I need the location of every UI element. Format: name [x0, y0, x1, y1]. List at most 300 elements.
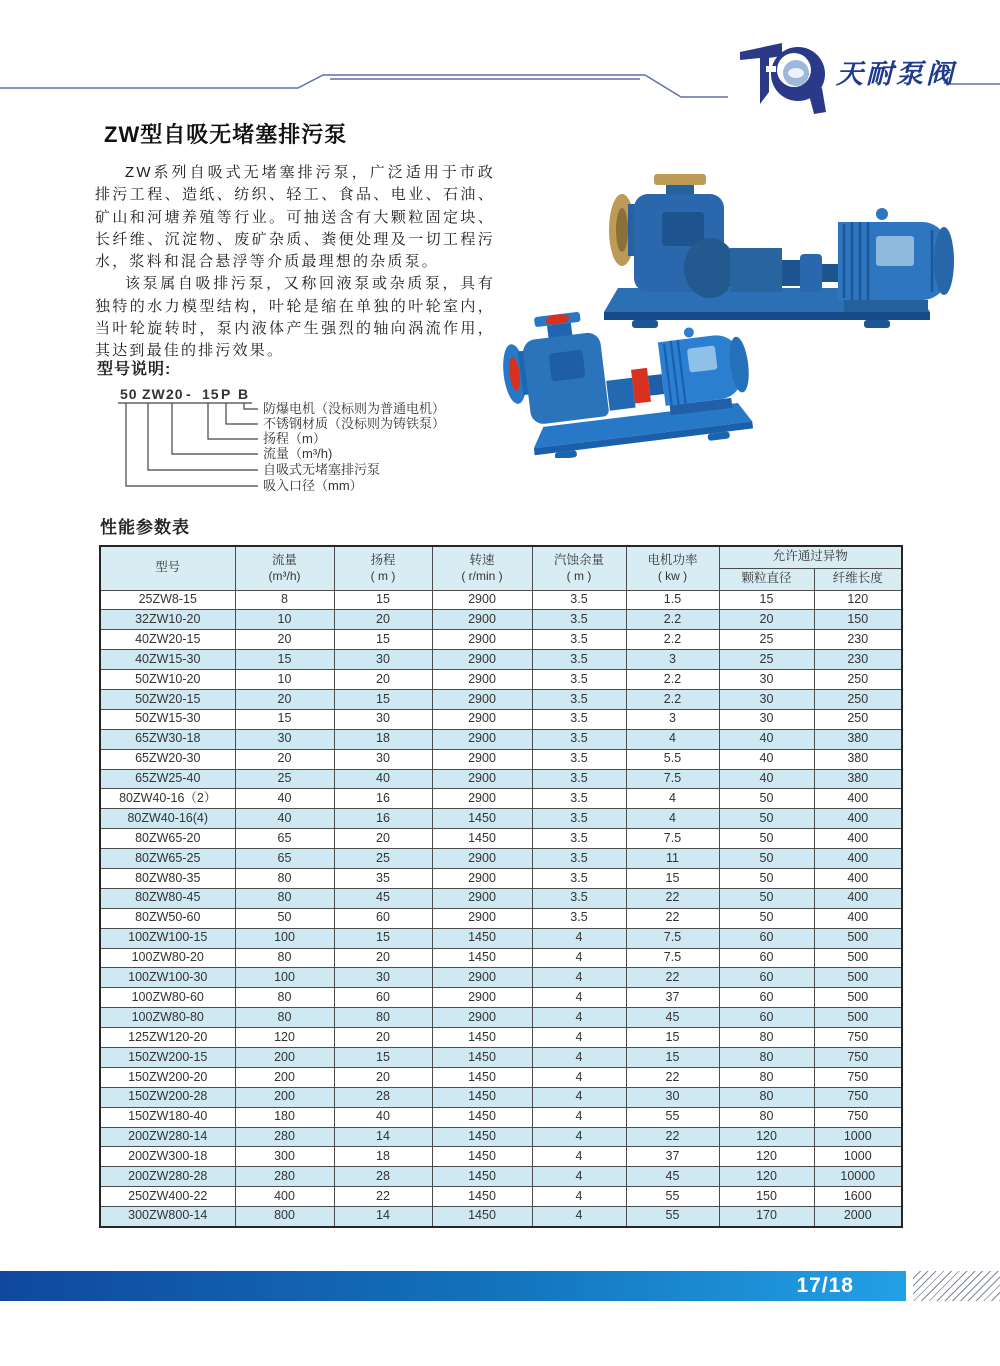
- value-cell: 3.5: [532, 729, 626, 749]
- value-cell: 4: [532, 1028, 626, 1048]
- value-cell: 30: [334, 650, 432, 670]
- model-cell: 200ZW280-14: [100, 1127, 235, 1147]
- value-cell: 1.5: [626, 590, 719, 610]
- value-cell: 5.5: [626, 749, 719, 769]
- col-header-fiber: 纤维长度: [814, 568, 902, 590]
- legend-label-suction: 吸入口径（mm）: [263, 478, 363, 493]
- value-cell: 200: [235, 1047, 334, 1067]
- value-cell: 45: [334, 888, 432, 908]
- col-label: 流量: [271, 552, 297, 567]
- value-cell: 30: [235, 729, 334, 749]
- value-cell: 80: [719, 1087, 814, 1107]
- value-cell: 15: [334, 630, 432, 650]
- value-cell: 4: [532, 1207, 626, 1227]
- value-cell: 1600: [814, 1187, 902, 1207]
- table-row: [100, 630, 902, 650]
- model-cell: 80ZW80-35: [100, 868, 235, 888]
- table-row: [100, 888, 902, 908]
- model-cell: 32ZW10-20: [100, 610, 235, 630]
- value-cell: 3.5: [532, 769, 626, 789]
- value-cell: 40: [719, 769, 814, 789]
- table-row: [100, 689, 902, 709]
- col-unit: ( r/min ): [461, 568, 503, 583]
- value-cell: 37: [626, 1147, 719, 1167]
- value-cell: 65: [235, 829, 334, 849]
- value-cell: 1450: [432, 1207, 532, 1227]
- value-cell: 14: [334, 1127, 432, 1147]
- code-motor: B: [238, 386, 250, 402]
- value-cell: 400: [814, 789, 902, 809]
- table-row: [100, 1008, 902, 1028]
- value-cell: 35: [334, 868, 432, 888]
- value-cell: 55: [626, 1107, 719, 1127]
- value-cell: 45: [626, 1008, 719, 1028]
- value-cell: 120: [235, 1028, 334, 1048]
- model-cell: 200ZW280-28: [100, 1167, 235, 1187]
- value-cell: 100: [235, 968, 334, 988]
- value-cell: 30: [719, 670, 814, 690]
- value-cell: 4: [532, 988, 626, 1008]
- value-cell: 1450: [432, 1147, 532, 1167]
- value-cell: 1450: [432, 1047, 532, 1067]
- model-cell: 150ZW200-20: [100, 1067, 235, 1087]
- value-cell: 2900: [432, 968, 532, 988]
- value-cell: 10: [235, 670, 334, 690]
- value-cell: 400: [814, 908, 902, 928]
- value-cell: 4: [532, 1127, 626, 1147]
- value-cell: 15: [626, 1047, 719, 1067]
- value-cell: 2900: [432, 630, 532, 650]
- col-label: 汽蚀余量: [553, 552, 604, 567]
- value-cell: 2.2: [626, 610, 719, 630]
- table-row: [100, 1107, 902, 1127]
- value-cell: 2900: [432, 908, 532, 928]
- table-row: [100, 749, 902, 769]
- value-cell: 15: [334, 1047, 432, 1067]
- value-cell: 400: [814, 888, 902, 908]
- table-row: [100, 729, 902, 749]
- model-cell: 80ZW80-45: [100, 888, 235, 908]
- value-cell: 20: [235, 749, 334, 769]
- table-row: [100, 670, 902, 690]
- value-cell: 40: [719, 729, 814, 749]
- model-cell: 100ZW80-60: [100, 988, 235, 1008]
- value-cell: 3.5: [532, 789, 626, 809]
- value-cell: 1450: [432, 1067, 532, 1087]
- table-row: [100, 948, 902, 968]
- col-unit: ( kw ): [657, 568, 688, 583]
- value-cell: 7.5: [626, 829, 719, 849]
- value-cell: 60: [719, 968, 814, 988]
- table-row: [100, 968, 902, 988]
- value-cell: 55: [626, 1187, 719, 1207]
- value-cell: 100: [235, 928, 334, 948]
- value-cell: 1000: [814, 1147, 902, 1167]
- value-cell: 750: [814, 1087, 902, 1107]
- value-cell: 1450: [432, 1107, 532, 1127]
- value-cell: 10: [235, 610, 334, 630]
- value-cell: 2.2: [626, 630, 719, 650]
- model-cell: 80ZW40-16(4): [100, 809, 235, 829]
- value-cell: 22: [626, 1067, 719, 1087]
- value-cell: 400: [814, 868, 902, 888]
- model-cell: 100ZW80-80: [100, 1008, 235, 1028]
- spec-table-heading: 性能参数表: [100, 518, 190, 537]
- value-cell: 4: [532, 1187, 626, 1207]
- value-cell: 40: [334, 1107, 432, 1127]
- value-cell: 50: [719, 888, 814, 908]
- value-cell: 250: [814, 689, 902, 709]
- legend-label-series: 自吸式无堵塞排污泵: [263, 462, 381, 477]
- value-cell: 750: [814, 1047, 902, 1067]
- value-cell: 60: [719, 988, 814, 1008]
- col-header-npsh: [532, 546, 626, 590]
- value-cell: 60: [719, 1008, 814, 1028]
- value-cell: 1450: [432, 928, 532, 948]
- value-cell: 18: [334, 1147, 432, 1167]
- value-cell: 380: [814, 729, 902, 749]
- value-cell: 40: [719, 749, 814, 769]
- value-cell: 28: [334, 1167, 432, 1187]
- model-cell: 50ZW15-30: [100, 709, 235, 729]
- value-cell: 28: [334, 1087, 432, 1107]
- brand-logo-icon: [738, 36, 838, 118]
- value-cell: 80: [334, 1008, 432, 1028]
- table-row: [100, 908, 902, 928]
- value-cell: 500: [814, 988, 902, 1008]
- value-cell: 4: [532, 928, 626, 948]
- value-cell: 4: [532, 1147, 626, 1167]
- intro-paragraph-1: ZW系列自吸式无堵塞排污泵，广泛适用于市政排污工程、造纸、纺织、轻工、食品、电业、石油、矿山和河塘养殖等行业。可抽送含有大颗粒固定块、长纤维、沉淀物、废矿杂质、粪便处理及一切工程污水，浆料和混合悬浮等介质最理想的杂质泵。: [95, 164, 495, 271]
- table-row: [100, 868, 902, 888]
- value-cell: 20: [719, 610, 814, 630]
- model-cell: 80ZW65-25: [100, 849, 235, 869]
- value-cell: 22: [626, 1127, 719, 1147]
- value-cell: 80: [719, 1028, 814, 1048]
- value-cell: 3.5: [532, 829, 626, 849]
- value-cell: 2900: [432, 849, 532, 869]
- value-cell: 16: [334, 789, 432, 809]
- table-row: [100, 610, 902, 630]
- value-cell: 15: [626, 868, 719, 888]
- table-row: [100, 988, 902, 1008]
- code-series: ZW: [142, 386, 166, 402]
- value-cell: 50: [719, 829, 814, 849]
- value-cell: 500: [814, 928, 902, 948]
- value-cell: 25: [334, 849, 432, 869]
- table-row: [100, 1167, 902, 1187]
- model-cell: 65ZW25-40: [100, 769, 235, 789]
- table-row: [100, 1127, 902, 1147]
- model-cell: 80ZW50-60: [100, 908, 235, 928]
- value-cell: 2900: [432, 689, 532, 709]
- value-cell: 50: [719, 789, 814, 809]
- value-cell: 3.5: [532, 590, 626, 610]
- value-cell: 2900: [432, 650, 532, 670]
- col-unit: (m³/h): [268, 568, 301, 583]
- value-cell: 4: [532, 1008, 626, 1028]
- value-cell: 800: [235, 1207, 334, 1227]
- model-cell: 300ZW800-14: [100, 1207, 235, 1227]
- value-cell: 1450: [432, 1187, 532, 1207]
- value-cell: 2000: [814, 1207, 902, 1227]
- model-cell: 150ZW200-28: [100, 1087, 235, 1107]
- table-row: [100, 829, 902, 849]
- value-cell: 4: [626, 789, 719, 809]
- value-cell: 500: [814, 968, 902, 988]
- value-cell: 1450: [432, 948, 532, 968]
- value-cell: 4: [532, 1047, 626, 1067]
- value-cell: 60: [334, 908, 432, 928]
- value-cell: 7.5: [626, 769, 719, 789]
- value-cell: 300: [235, 1147, 334, 1167]
- value-cell: 30: [626, 1087, 719, 1107]
- value-cell: 80: [235, 1008, 334, 1028]
- value-cell: 20: [334, 829, 432, 849]
- value-cell: 3.5: [532, 709, 626, 729]
- table-row: [100, 789, 902, 809]
- value-cell: 4: [532, 1167, 626, 1187]
- value-cell: 2900: [432, 709, 532, 729]
- code-material: P: [221, 386, 232, 402]
- value-cell: 4: [532, 1067, 626, 1087]
- value-cell: 180: [235, 1107, 334, 1127]
- model-cell: 65ZW20-30: [100, 749, 235, 769]
- value-cell: 65: [235, 849, 334, 869]
- value-cell: 2.2: [626, 670, 719, 690]
- value-cell: 120: [814, 590, 902, 610]
- value-cell: 15: [334, 590, 432, 610]
- value-cell: 4: [532, 1107, 626, 1127]
- model-cell: 50ZW20-15: [100, 689, 235, 709]
- value-cell: 15: [626, 1028, 719, 1048]
- value-cell: 2900: [432, 729, 532, 749]
- legend-label-flow: 流量（m³/h): [263, 446, 333, 461]
- value-cell: 1450: [432, 1028, 532, 1048]
- model-cell: 40ZW20-15: [100, 630, 235, 650]
- model-cell: 25ZW8-15: [100, 590, 235, 610]
- value-cell: 80: [235, 948, 334, 968]
- table-row: [100, 849, 902, 869]
- value-cell: 20: [334, 1067, 432, 1087]
- value-cell: 25: [719, 630, 814, 650]
- value-cell: 15: [719, 590, 814, 610]
- model-cell: 150ZW200-15: [100, 1047, 235, 1067]
- value-cell: 2.2: [626, 689, 719, 709]
- value-cell: 1450: [432, 1087, 532, 1107]
- value-cell: 30: [334, 968, 432, 988]
- value-cell: 3: [626, 650, 719, 670]
- value-cell: 4: [532, 968, 626, 988]
- value-cell: 1450: [432, 1167, 532, 1187]
- value-cell: 3.5: [532, 670, 626, 690]
- model-cell: 65ZW30-18: [100, 729, 235, 749]
- value-cell: 25: [235, 769, 334, 789]
- value-cell: 200: [235, 1087, 334, 1107]
- value-cell: 2900: [432, 868, 532, 888]
- value-cell: 80: [235, 868, 334, 888]
- spec-table: [99, 545, 903, 1228]
- value-cell: 4: [626, 729, 719, 749]
- value-cell: 22: [334, 1187, 432, 1207]
- model-cell: 100ZW100-30: [100, 968, 235, 988]
- value-cell: 8: [235, 590, 334, 610]
- model-cell: 80ZW65-20: [100, 829, 235, 849]
- value-cell: 2900: [432, 888, 532, 908]
- value-cell: 30: [334, 749, 432, 769]
- table-row: [100, 1207, 902, 1227]
- table-row: [100, 928, 902, 948]
- value-cell: 3.5: [532, 610, 626, 630]
- value-cell: 20: [334, 1028, 432, 1048]
- col-header-passage-group: 允许通过异物: [719, 546, 902, 568]
- code-dash: -: [186, 386, 192, 402]
- value-cell: 15: [334, 928, 432, 948]
- model-cell: 200ZW300-18: [100, 1147, 235, 1167]
- value-cell: 80: [719, 1047, 814, 1067]
- value-cell: 25: [719, 650, 814, 670]
- col-header-particle: 颗粒直径: [719, 568, 814, 590]
- value-cell: 400: [814, 829, 902, 849]
- value-cell: 22: [626, 888, 719, 908]
- value-cell: 400: [814, 849, 902, 869]
- value-cell: 18: [334, 729, 432, 749]
- legend-label-material: 不锈钢材质（没标则为铸铁泵）: [263, 416, 446, 431]
- value-cell: 40: [235, 809, 334, 829]
- legend-label-head: 扬程（m）: [263, 431, 326, 446]
- value-cell: 14: [334, 1207, 432, 1227]
- value-cell: 750: [814, 1028, 902, 1048]
- value-cell: 2900: [432, 988, 532, 1008]
- pump-photo-angled: [494, 298, 766, 458]
- col-header-speed: [432, 546, 532, 590]
- value-cell: 750: [814, 1067, 902, 1087]
- value-cell: 1450: [432, 809, 532, 829]
- table-row: [100, 769, 902, 789]
- value-cell: 16: [334, 809, 432, 829]
- value-cell: 3.5: [532, 749, 626, 769]
- model-cell: 100ZW80-20: [100, 948, 235, 968]
- value-cell: 500: [814, 1008, 902, 1028]
- value-cell: 3.5: [532, 650, 626, 670]
- value-cell: 50: [719, 809, 814, 829]
- value-cell: 3.5: [532, 689, 626, 709]
- value-cell: 380: [814, 769, 902, 789]
- value-cell: 3.5: [532, 868, 626, 888]
- code-flow: 20: [166, 386, 184, 402]
- value-cell: 20: [334, 948, 432, 968]
- value-cell: 4: [532, 948, 626, 968]
- intro-paragraph-2: 该泵属自吸排污泵，又称回液泵或杂质泵，具有独特的水力模型结构，叶轮是缩在单独的叶轮室内，当叶轮旋转时，泵内液体产生强烈的轴向涡流作用，其达到最佳的排污效果。: [95, 275, 495, 360]
- value-cell: 7.5: [626, 928, 719, 948]
- value-cell: 4: [626, 809, 719, 829]
- value-cell: 30: [719, 709, 814, 729]
- value-cell: 60: [719, 948, 814, 968]
- value-cell: 11: [626, 849, 719, 869]
- col-label: 电机功率: [647, 552, 698, 567]
- value-cell: 230: [814, 630, 902, 650]
- value-cell: 400: [235, 1187, 334, 1207]
- value-cell: 22: [626, 968, 719, 988]
- value-cell: 22: [626, 908, 719, 928]
- value-cell: 80: [235, 988, 334, 1008]
- table-row: [100, 809, 902, 829]
- value-cell: 80: [719, 1067, 814, 1087]
- value-cell: 750: [814, 1107, 902, 1127]
- value-cell: 50: [719, 868, 814, 888]
- value-cell: 40: [334, 769, 432, 789]
- footer-bar: [0, 1271, 906, 1301]
- legend-label-motor: 防爆电机（没标则为普通电机）: [263, 401, 446, 416]
- value-cell: 45: [626, 1167, 719, 1187]
- value-cell: 1000: [814, 1127, 902, 1147]
- value-cell: 230: [814, 650, 902, 670]
- table-row: [100, 1067, 902, 1087]
- value-cell: 20: [235, 689, 334, 709]
- value-cell: 1450: [432, 1127, 532, 1147]
- value-cell: 120: [719, 1127, 814, 1147]
- page-title: ZW型自吸无堵塞排污泵: [104, 122, 348, 147]
- value-cell: 20: [334, 610, 432, 630]
- col-header-head: [334, 546, 432, 590]
- value-cell: 80: [235, 888, 334, 908]
- value-cell: 2900: [432, 610, 532, 630]
- value-cell: 10000: [814, 1167, 902, 1187]
- value-cell: 40: [235, 789, 334, 809]
- value-cell: 50: [235, 908, 334, 928]
- col-header-flow: [235, 546, 334, 590]
- value-cell: 2900: [432, 1008, 532, 1028]
- value-cell: 150: [814, 610, 902, 630]
- col-unit: ( m ): [566, 568, 592, 583]
- table-row: [100, 1087, 902, 1107]
- value-cell: 150: [719, 1187, 814, 1207]
- value-cell: 2900: [432, 590, 532, 610]
- value-cell: 80: [719, 1107, 814, 1127]
- value-cell: 20: [235, 630, 334, 650]
- col-label: 转速: [469, 552, 495, 567]
- value-cell: 2900: [432, 769, 532, 789]
- value-cell: 1450: [432, 829, 532, 849]
- value-cell: 120: [719, 1147, 814, 1167]
- value-cell: 280: [235, 1127, 334, 1147]
- value-cell: 50: [719, 908, 814, 928]
- table-row: [100, 1028, 902, 1048]
- table-row: [100, 1147, 902, 1167]
- value-cell: 30: [334, 709, 432, 729]
- value-cell: 3.5: [532, 888, 626, 908]
- table-row: [100, 590, 902, 610]
- value-cell: 400: [814, 809, 902, 829]
- value-cell: 4: [532, 1087, 626, 1107]
- model-legend-diagram: [100, 386, 520, 504]
- value-cell: 50: [719, 849, 814, 869]
- value-cell: 120: [719, 1167, 814, 1187]
- value-cell: 200: [235, 1067, 334, 1087]
- value-cell: 3.5: [532, 630, 626, 650]
- col-label: 扬程: [370, 552, 396, 567]
- footer-hatch-pattern: [913, 1271, 1000, 1301]
- model-cell: 50ZW10-20: [100, 670, 235, 690]
- value-cell: 30: [719, 689, 814, 709]
- code-head: 15: [202, 386, 220, 402]
- value-cell: 60: [719, 928, 814, 948]
- spec-table-body: [100, 590, 902, 1227]
- model-cell: 100ZW100-15: [100, 928, 235, 948]
- intro-text: [95, 162, 495, 363]
- value-cell: 20: [334, 670, 432, 690]
- value-cell: 15: [334, 689, 432, 709]
